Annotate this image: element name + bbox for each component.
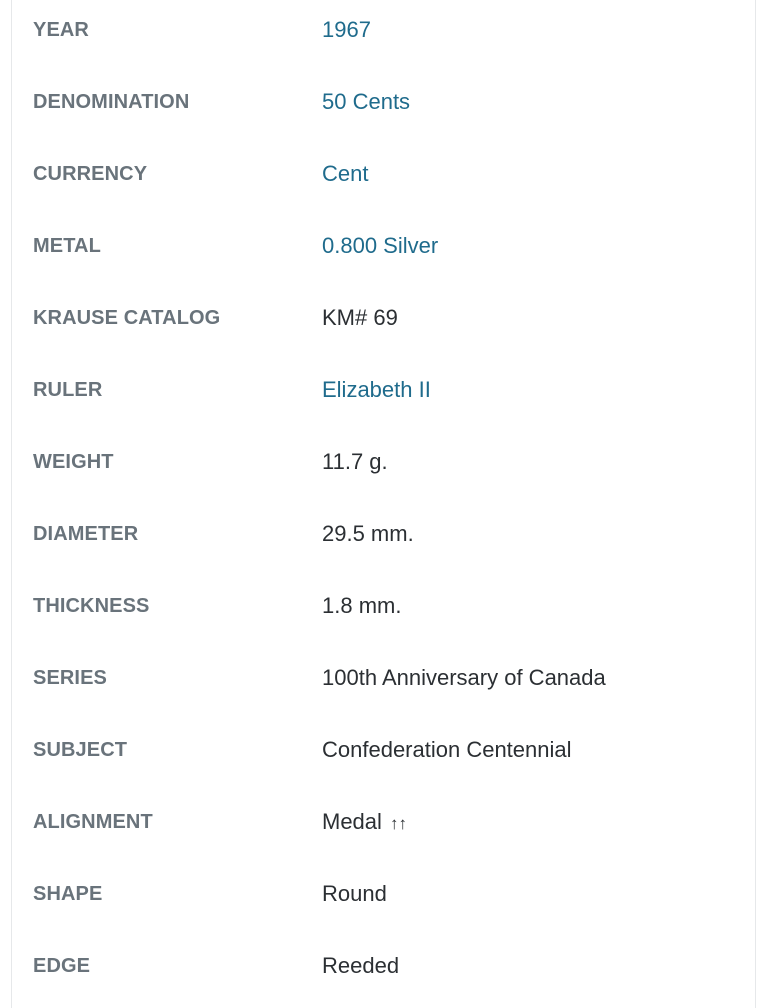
- spec-value-ruler-link[interactable]: Elizabeth II: [322, 377, 431, 402]
- spec-value-diameter: 29.5 mm.: [322, 521, 414, 546]
- up-arrows-icon: ↑↑: [390, 814, 408, 833]
- spec-row-ruler: [12, 354, 755, 426]
- spec-label-series: SERIES: [33, 667, 107, 689]
- spec-table: [12, 0, 755, 1002]
- spec-label-metal: METAL: [33, 235, 101, 257]
- spec-value-metal-link[interactable]: 0.800 Silver: [322, 233, 439, 258]
- coin-details-card: [11, 0, 756, 1008]
- spec-value-series: 100th Anniversary of Canada: [322, 665, 606, 690]
- spec-label-weight: WEIGHT: [33, 451, 114, 473]
- spec-label-edge: EDGE: [33, 955, 91, 977]
- spec-label-shape: SHAPE: [33, 883, 103, 905]
- spec-row-alignment: [12, 786, 755, 858]
- spec-row-shape: [12, 858, 755, 930]
- spec-row-metal: [12, 210, 755, 282]
- spec-value-currency-link[interactable]: Cent: [322, 161, 369, 186]
- spec-value-krause-catalog: KM# 69: [322, 305, 398, 330]
- spec-value-alignment-text: Medal: [322, 809, 382, 834]
- spec-label-ruler: RULER: [33, 379, 103, 401]
- spec-row-edge: [12, 930, 755, 1002]
- spec-row-weight: [12, 426, 755, 498]
- spec-value-denomination-link[interactable]: 50 Cents: [322, 89, 411, 114]
- spec-label-krause-catalog: KRAUSE CATALOG: [33, 307, 221, 329]
- spec-label-thickness: THICKNESS: [33, 595, 150, 617]
- spec-value-shape: Round: [322, 881, 387, 906]
- spec-label-denomination: DENOMINATION: [33, 91, 190, 113]
- spec-label-alignment: ALIGNMENT: [33, 811, 153, 833]
- spec-row-diameter: [12, 498, 755, 570]
- spec-value-year-link[interactable]: 1967: [322, 17, 371, 42]
- spec-label-subject: SUBJECT: [33, 739, 128, 761]
- spec-row-year: [12, 0, 755, 66]
- spec-label-diameter: DIAMETER: [33, 523, 139, 545]
- spec-value-alignment: [322, 786, 407, 858]
- spec-value-thickness: 1.8 mm.: [322, 593, 402, 618]
- spec-row-subject: [12, 714, 755, 786]
- spec-value-subject: Confederation Centennial: [322, 737, 572, 762]
- spec-row-series: [12, 642, 755, 714]
- spec-label-currency: CURRENCY: [33, 163, 148, 185]
- spec-row-denomination: [12, 66, 755, 138]
- spec-row-krause-catalog: [12, 282, 755, 354]
- spec-value-weight: 11.7 g.: [322, 449, 388, 474]
- spec-row-currency: [12, 138, 755, 210]
- spec-value-edge: Reeded: [322, 953, 400, 978]
- spec-label-year: YEAR: [33, 19, 89, 41]
- spec-row-thickness: [12, 570, 755, 642]
